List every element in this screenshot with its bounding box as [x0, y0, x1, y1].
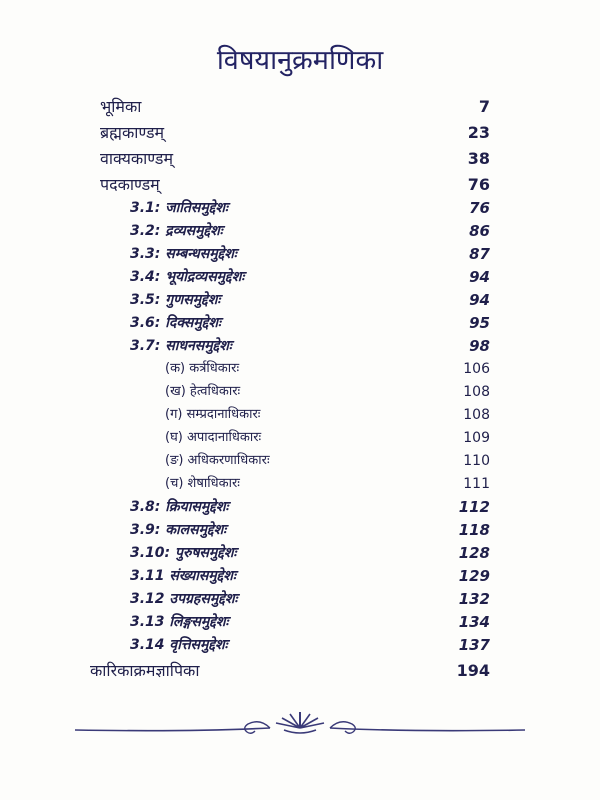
toc-entry-gha[interactable]: [90, 427, 490, 449]
toc-entry-label: 3.10: पुरुषसमुद्देशः: [130, 545, 237, 561]
toc-entry-page: 106: [463, 361, 490, 377]
toc-entry-label: ब्रह्मकाण्डम्: [100, 123, 165, 142]
toc-entry-3-11[interactable]: [90, 565, 490, 587]
toc-entry-page: 137: [458, 636, 490, 654]
toc-entry-padakandam[interactable]: [90, 174, 490, 196]
toc-entry-3-4[interactable]: [90, 266, 490, 288]
toc-entry-3-8[interactable]: [90, 496, 490, 518]
toc-entry-page: 76: [469, 199, 490, 217]
toc-entry-vakyakandam[interactable]: [90, 148, 490, 170]
toc-entry-label: (घ) अपादानाधिकारः: [165, 430, 262, 445]
toc-entry-page: 112: [458, 498, 490, 516]
toc-entry-3-3[interactable]: [90, 243, 490, 265]
toc-entry-3-5[interactable]: [90, 289, 490, 311]
toc-entry-page: 76: [467, 175, 490, 194]
toc-entry-label: 3.9: कालसमुद्देशः: [130, 522, 227, 538]
toc-entry-label: 3.5: गुणसमुद्देशः: [130, 292, 221, 308]
toc-entry-page: 38: [467, 149, 490, 168]
toc-entry-3-12[interactable]: [90, 588, 490, 610]
toc-entry-page: 86: [469, 222, 490, 240]
toc-entry-brahmakandam[interactable]: [90, 122, 490, 144]
toc-entry-page: 111: [463, 476, 490, 492]
toc-entry-page: 110: [463, 453, 490, 469]
toc-entry-cha[interactable]: [90, 473, 490, 495]
toc-entry-bhumika[interactable]: [90, 96, 490, 118]
toc-entry-label: 3.4: भूयोद्रव्यसमुद्देशः: [130, 269, 245, 285]
toc-entry-3-13[interactable]: [90, 611, 490, 633]
toc-entry-label: 3.11 संख्यासमुद्देशः: [130, 568, 236, 584]
toc-entry-label: 3.1: जातिसमुद्देशः: [130, 200, 228, 216]
toc-entry-label: 3.12 उपग्रहसमुद्देशः: [130, 591, 238, 607]
toc-entry-page: 108: [463, 407, 490, 423]
toc-entry-3-1[interactable]: [90, 197, 490, 219]
toc-entry-page: 94: [469, 291, 490, 309]
toc-entry-label: पदकाण्डम्: [100, 175, 160, 194]
toc-entry-label: भूमिका: [100, 97, 142, 116]
toc-entry-page: 194: [456, 661, 490, 680]
toc-entry-label: वाक्यकाण्डम्: [100, 149, 174, 168]
toc-entry-3-9[interactable]: [90, 519, 490, 541]
toc-entry-ga[interactable]: [90, 404, 490, 426]
toc-entry-page: 129: [458, 567, 490, 585]
toc-entry-3-2[interactable]: [90, 220, 490, 242]
toc-entry-label: (ङ) अधिकरणाधिकारः: [165, 453, 270, 468]
toc-entry-label: (ग) सम्प्रदानाधिकारः: [165, 407, 261, 422]
toc-entry-karika-index[interactable]: [90, 660, 490, 682]
page-title: विषयानुक्रमणिका: [216, 45, 384, 76]
toc-entry-page: 118: [458, 521, 490, 539]
toc-entry-label: 3.8: क्रियासमुद्देशः: [130, 499, 229, 515]
toc-entry-label: (च) शेषाधिकारः: [165, 476, 240, 491]
toc-entry-page: 134: [458, 613, 490, 631]
toc-entry-page: 98: [469, 337, 490, 355]
toc-entry-label: 3.6: दिक्समुद्देशः: [130, 315, 221, 331]
toc-entry-label: कारिकाक्रमज्ञापिका: [90, 661, 200, 680]
toc-entry-kha[interactable]: [90, 381, 490, 403]
toc-entry-page: 132: [458, 590, 490, 608]
toc-entry-label: (ख) हेत्वधिकारः: [165, 384, 241, 399]
toc-entry-3-14[interactable]: [90, 634, 490, 656]
toc-entry-3-7[interactable]: [90, 335, 490, 357]
toc-entry-page: 23: [467, 123, 490, 142]
toc-entry-page: 94: [469, 268, 490, 286]
toc-entry-ka[interactable]: [90, 358, 490, 380]
toc-entry-page: 87: [469, 245, 490, 263]
toc-entry-page: 7: [478, 97, 490, 116]
toc-entry-page: 108: [463, 384, 490, 400]
toc-entry-nga[interactable]: [90, 450, 490, 472]
toc-entry-page: 109: [463, 430, 490, 446]
toc-entry-page: 95: [469, 314, 490, 332]
toc-entry-page: 128: [458, 544, 490, 562]
toc-entry-label: 3.13 लिङ्गसमुद्देशः: [130, 614, 229, 630]
decorative-ornament-icon: [70, 706, 530, 740]
toc-entry-3-6[interactable]: [90, 312, 490, 334]
toc-entry-label: 3.2: द्रव्यसमुद्देशः: [130, 223, 223, 239]
toc-entry-label: (क) कर्त्रधिकारः: [165, 361, 240, 376]
toc-entry-label: 3.7: साधनसमुद्देशः: [130, 338, 232, 354]
toc-entry-label: 3.14 वृत्तिसमुद्देशः: [130, 637, 228, 653]
toc-entry-label: 3.3: सम्बन्धसमुद्देशः: [130, 246, 237, 262]
toc-entry-3-10[interactable]: [90, 542, 490, 564]
